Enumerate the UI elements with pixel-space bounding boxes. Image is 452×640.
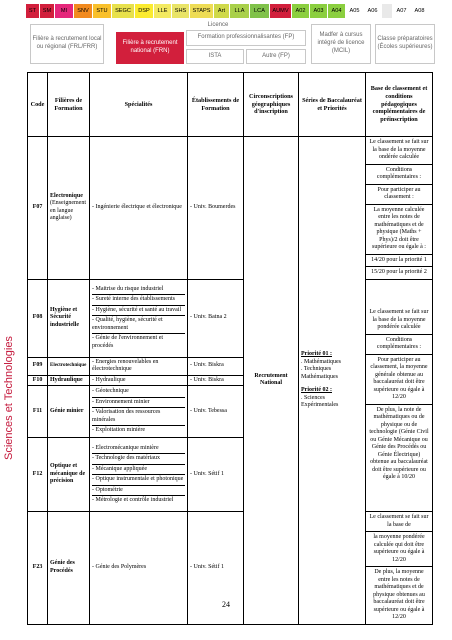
table-row — [28, 279, 433, 357]
base-line: Le classement se fait sur la base de — [366, 512, 432, 532]
row-specialite: - Ingénierie électrique et électronique — [90, 137, 188, 280]
row-specialite: - Energies renouvelables en électrotechnique — [90, 357, 188, 375]
row-etablissement: - Univ. Biskra — [188, 357, 244, 375]
header-circonscriptions: Circonscriptions géographiques d'inscription — [244, 73, 299, 137]
base-line: Pour participer au classement : — [366, 185, 432, 205]
base-line: De plus, la note de mathématiques ou de physique ou de technologie (Génie Civil ou Génie Mécanique ou Génie des Procédés ou Génie Électrique) obtenue au baccalauréat doit être supérieure ou égale à 10/20 — [369, 406, 429, 480]
base-line: Pour participer au classement, la moyenne générale obtenue au baccalauréat doit être supérieure ou égale à 12/20 — [366, 355, 432, 405]
priority-1-item: . Techniques Mathématiques — [301, 366, 338, 380]
row-code: F07 — [28, 137, 48, 280]
tab-sm[interactable]: SM — [40, 4, 54, 18]
domain-tab-bar — [26, 4, 429, 18]
tab-aumv[interactable]: AUMV — [270, 4, 291, 18]
tab-staps[interactable]: STAPS — [190, 4, 213, 18]
row-etablissement: - Univ. Biskra — [188, 375, 244, 386]
tab-shs[interactable]: SHS — [172, 4, 189, 18]
access-ista-label: ISTA — [208, 52, 222, 59]
specialite-item: - Géotechnique — [92, 387, 185, 398]
tab-lca[interactable]: LCA — [250, 4, 269, 18]
tab-segc[interactable]: SEGC — [112, 4, 134, 18]
row-specialite: - Hydraulique — [90, 375, 188, 386]
specialite-item: - Technologie des matériaux — [92, 454, 185, 465]
row-etablissement: - Univ. Sétif 1 — [188, 438, 244, 512]
base-line: Le classement se fait sur la base de la moyenne ondérée calculée — [366, 137, 432, 165]
priority-2-item: . Sciences Expérimentales — [301, 394, 339, 408]
base-line: la moyenne pondérée calculée qui doit être supérieure ou égale à 12/20 — [366, 532, 432, 567]
tab-art[interactable]: Art — [214, 4, 229, 18]
series-cell — [299, 137, 366, 625]
tab-a06[interactable]: A06 — [364, 4, 381, 18]
access-madfer-label: Madfer à cursus intégré de licence (MCIL) — [317, 32, 365, 54]
base-line: De plus, la moyenne entre les notes de mathématiques et de physique obtenues au baccalauréat doit être supérieure ou égale à 12/20 — [373, 569, 425, 620]
row-filiere — [48, 137, 90, 280]
access-classes-box[interactable] — [375, 24, 435, 64]
access-classes-label: Classe préparatoires (Écoles supérieures) — [377, 36, 433, 50]
filiere-name: Electronique — [50, 192, 83, 199]
access-ista-box[interactable] — [186, 49, 244, 64]
row-filiere: Hygiène et Sécurité industrielle — [48, 279, 90, 357]
row-code: F23 — [28, 512, 48, 625]
row-code: F10 — [28, 375, 48, 386]
header-etablissements: Établissements de Formation — [188, 73, 244, 137]
access-fp-label: Formation professionnalisantes (FP) — [197, 34, 295, 41]
priority-1-item: . Mathématiques — [301, 358, 341, 365]
filiere-note: (Enseignement en langue anglaise) — [50, 200, 86, 222]
row-specialite — [90, 279, 188, 357]
priority-2-title: Priorité 02 : — [301, 387, 332, 393]
base-line: Conditions complémentaires : — [366, 165, 432, 185]
row-etablissement: - Univ. Batna 2 — [188, 279, 244, 357]
specialite-item: - Qualité, hygiène, sécurité et environnement — [92, 316, 185, 334]
header-series: Séries de Baccalauréat et Priorités — [299, 73, 366, 137]
specialite-item: - Métrologie et contrôle industriel — [92, 497, 174, 503]
tab-a07[interactable]: A07 — [393, 4, 410, 18]
specialite-item: - Electromécanique minière — [92, 444, 185, 455]
tab-a04[interactable]: A04 — [328, 4, 345, 18]
side-label: Sciences et Technologies — [3, 336, 15, 460]
tab-st[interactable]: ST — [26, 4, 39, 18]
specialite-item: - Optique instrumentale et photonique — [92, 475, 185, 486]
base-line: Le classement se fait sur la base de la moyenne pondérée calculée — [366, 307, 432, 335]
tab-mi[interactable]: MI — [55, 4, 73, 18]
access-regional-box[interactable] — [30, 24, 104, 64]
row-etablissement: - Univ. Tebessa — [188, 386, 244, 438]
preinscription-table-wrap — [27, 72, 433, 625]
table-header-row — [28, 73, 433, 137]
access-madfer-box[interactable] — [311, 24, 371, 64]
specialite-item: - Maitrise du risque industriel — [92, 285, 185, 296]
specialite-item: - Génie de l'environnement et procédés — [92, 335, 164, 349]
tab-a05[interactable]: A05 — [346, 4, 363, 18]
tab-stu[interactable]: STU — [93, 4, 111, 18]
page-number: 24 — [222, 600, 230, 609]
tab-lle[interactable]: LLE — [154, 4, 171, 18]
access-licence-label: Licence — [207, 21, 229, 28]
specialite-item: - Sureté interne des établissements — [92, 295, 185, 306]
header-base: Base de classement et conditions pédagogiques complémentaires de préinscription — [366, 73, 433, 137]
tab-snv[interactable]: SNV — [74, 4, 92, 18]
specialite-item: - Hygiène, sécurité et santé au travail — [92, 306, 185, 317]
row-code: F11 — [28, 386, 48, 438]
specialite-item: - Valorisation des ressources minérales — [92, 408, 185, 426]
tab-a08[interactable]: A08 — [411, 4, 428, 18]
table-row — [28, 137, 433, 280]
access-autre-box[interactable] — [246, 49, 306, 64]
header-specialites: Spécialités — [90, 73, 188, 137]
header-code: Code — [28, 73, 48, 137]
access-fp-box[interactable] — [186, 30, 306, 46]
specialite-item: - Exploitation minière — [92, 427, 145, 434]
tab-lla[interactable]: LLA — [230, 4, 249, 18]
row-code: F09 — [28, 357, 48, 375]
row-specialite — [90, 386, 188, 438]
row-etablissement: - Univ. Boumerdes — [188, 137, 244, 280]
row-etablissement: - Univ. Sétif 1 — [188, 512, 244, 625]
row-filiere: Génie des Procédés — [48, 512, 90, 625]
row-code: F12 — [28, 438, 48, 512]
base-cell-middle — [366, 279, 433, 512]
base-line: 15/20 pour la priorité 2 — [371, 269, 427, 275]
row-filiere: Génie minier — [48, 386, 90, 438]
specialite-item: - Environnement minier — [92, 398, 185, 409]
row-filiere: Electrotechnique — [48, 357, 90, 375]
base-line: La moyenne calculée entre les notes de mathématiques et de physique (Maths + Phys)/2 doit être supérieure ou égale à : — [366, 205, 432, 255]
access-national-label: Filière à recrutement national (FRN) — [122, 40, 178, 54]
specialite-item: - Mécanique appliquée — [92, 465, 185, 476]
header-filieres: Filières de Formation — [48, 73, 90, 137]
tab-a02[interactable]: A02 — [292, 4, 309, 18]
row-code: F08 — [28, 279, 48, 357]
access-national-box[interactable] — [116, 32, 184, 64]
tab-a03[interactable]: A03 — [310, 4, 327, 18]
tab-spacer — [382, 4, 392, 18]
priority-1-title: Priorité 01 : — [301, 351, 332, 357]
row-filiere: Optique et mécanique de précision — [48, 438, 90, 512]
row-specialite — [90, 438, 188, 512]
preinscription-table — [27, 72, 433, 625]
specialite-item: - Optométrie — [92, 486, 185, 497]
base-line: 14/20 pour la priorité 1 — [366, 255, 432, 268]
access-regional-label: Filière à recrutement local ou régional (FRL/FRR) — [32, 36, 102, 50]
circonscription-cell: Recrutement National — [244, 137, 299, 625]
base-line: Conditions complémentaires : — [366, 335, 432, 355]
row-filiere: Hydraulique — [48, 375, 90, 386]
access-autre-label: Autre (FP) — [262, 52, 290, 59]
base-cell-f07 — [366, 137, 433, 280]
row-specialite: - Génie des Polymères — [90, 512, 188, 625]
tab-dsp[interactable]: DSP — [135, 4, 153, 18]
